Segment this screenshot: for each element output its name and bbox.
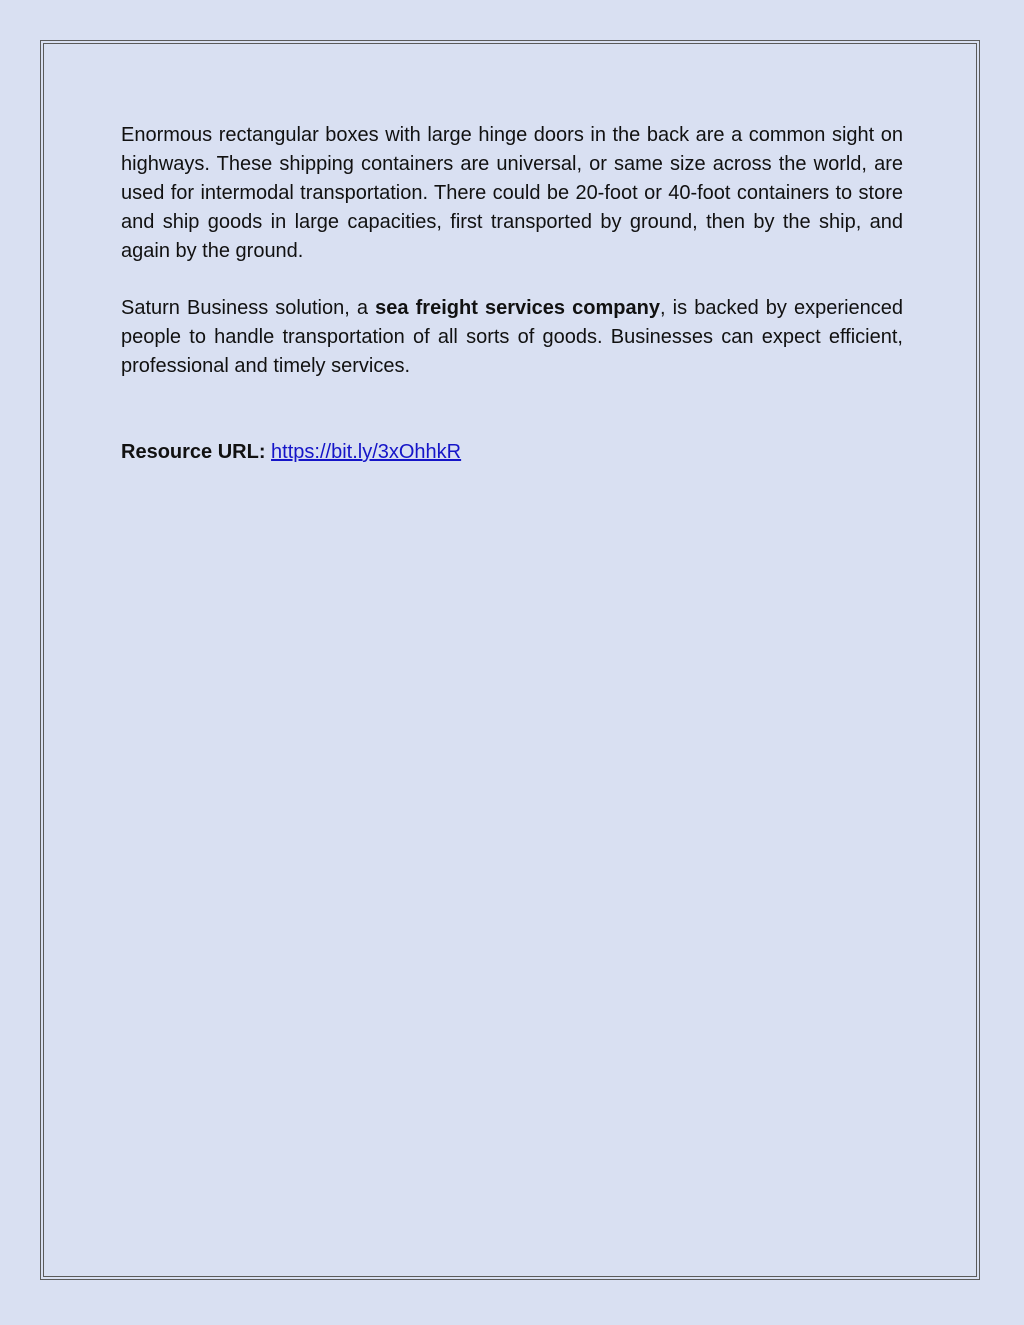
company-paragraph-prefix: Saturn Business solution, a <box>121 297 376 319</box>
resource-link[interactable]: https://bit.ly/3xOhhkR <box>271 441 462 463</box>
intro-paragraph: Enormous rectangular boxes with large hinge doors in the back are a common sight on highways. These shipping containers are universal, or same size across the world, are used for intermodal transportation. There could be 20-foot or 40-foot containers to store and ship goods in large capacities, first transported by ground, then by the ship, and again by the ground. <box>121 124 903 262</box>
resource-line <box>121 438 903 467</box>
company-service-emphasis: sea freight services company <box>375 297 660 319</box>
resource-label: Resource URL: <box>121 441 266 463</box>
company-paragraph <box>121 294 903 381</box>
document-body <box>121 121 903 467</box>
company-paragraph-suffix: , is backed by experienced people to handle transportation of all sorts of goods. Businesses can expect efficient, professional and timely services. <box>121 297 904 377</box>
